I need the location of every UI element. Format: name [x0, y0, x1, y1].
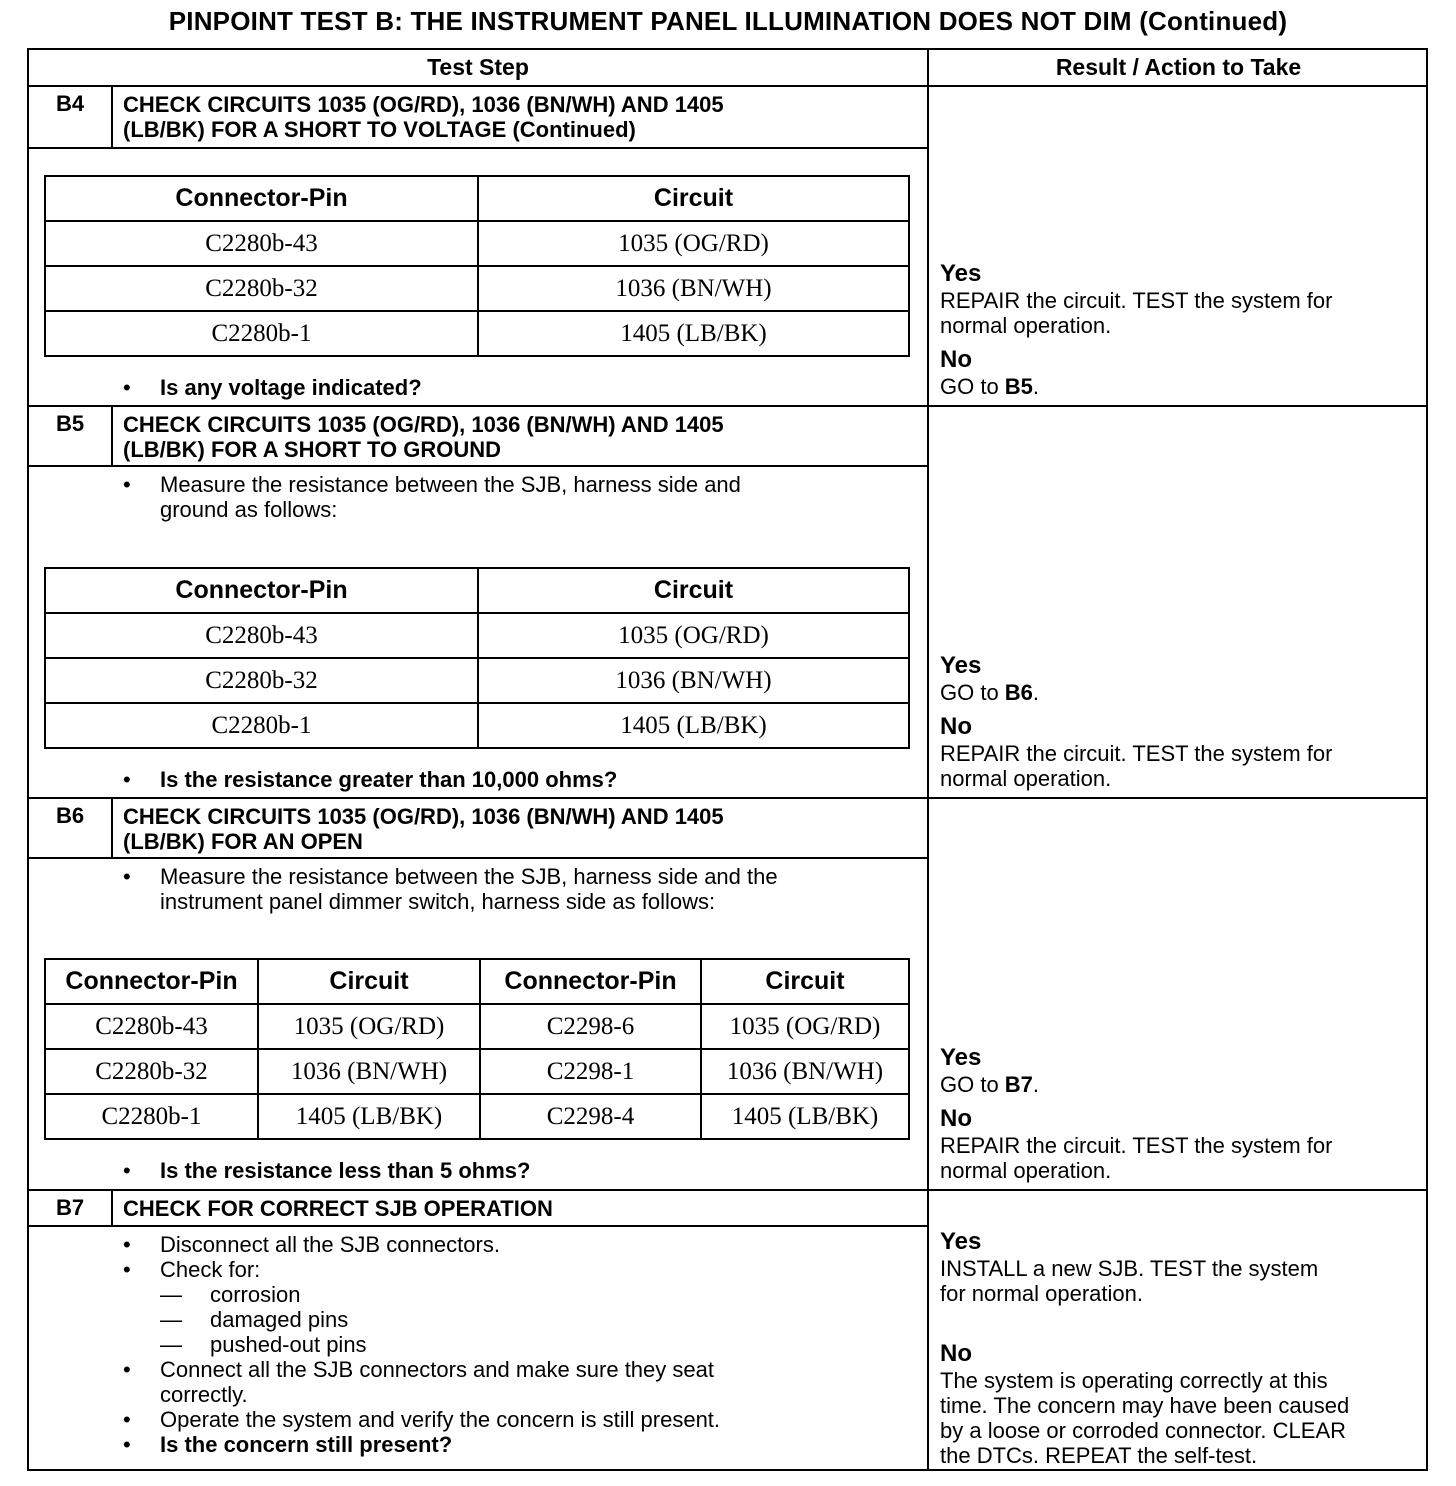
step-question: Is any voltage indicated?	[160, 375, 422, 400]
no-label: No	[940, 1105, 972, 1132]
step-title-line: CHECK CIRCUITS 1035 (OG/RD), 1036 (BN/WH) AND 1405	[123, 92, 724, 117]
bullet-icon: •	[123, 1232, 131, 1257]
table-cell: 1035 (OG/RD)	[701, 1004, 909, 1049]
yes-action	[940, 680, 1420, 705]
table-cell: 1036 (BN/WH)	[258, 1049, 480, 1094]
list-item	[123, 1407, 923, 1432]
connector-pin-header: Connector-Pin	[45, 568, 478, 613]
step-question: Is the resistance greater than 10,000 ohms?	[160, 767, 618, 792]
step-title-line: (LB/BK) FOR A SHORT TO VOLTAGE (Continued)	[123, 117, 636, 142]
table-cell: 1036 (BN/WH)	[701, 1049, 909, 1094]
circuit-header: Circuit	[258, 959, 480, 1004]
step-title	[123, 92, 913, 142]
bullet-icon: •	[123, 1407, 131, 1432]
yes-action-line: REPAIR the circuit. TEST the system for	[940, 288, 1333, 313]
yes-label: Yes	[940, 1228, 982, 1255]
no-action-line: time. The concern may have been caused	[940, 1393, 1350, 1418]
table-cell: C2298-1	[480, 1049, 701, 1094]
yes-action-suffix: .	[1032, 1072, 1040, 1097]
list-item-line: correctly.	[160, 1382, 248, 1407]
yes-action-text: GO to	[940, 1072, 1005, 1097]
table-cell: 1035 (OG/RD)	[478, 613, 909, 658]
table-cell: C2280b-1	[45, 1094, 258, 1139]
list-item	[123, 1257, 923, 1282]
step-title	[123, 1196, 913, 1221]
step-title-line: (LB/BK) FOR A SHORT TO GROUND	[123, 437, 502, 462]
list-item-text	[160, 1357, 920, 1407]
yes-action-suffix: .	[1032, 680, 1040, 705]
no-label: No	[940, 1340, 972, 1367]
table-cell: 1035 (OG/RD)	[258, 1004, 480, 1049]
step-number-divider	[111, 407, 113, 467]
dash-icon: —	[160, 1282, 182, 1307]
result-b7	[940, 1228, 1425, 1468]
yes-action	[940, 1256, 1420, 1306]
sub-list-item-text: corrosion	[210, 1282, 301, 1307]
step-title	[123, 804, 913, 854]
step-b5	[29, 407, 927, 797]
no-action	[940, 1368, 1420, 1468]
table-cell: 1405 (LB/BK)	[701, 1094, 909, 1139]
no-action-line: The system is operating correctly at this	[940, 1368, 1328, 1393]
result-b5	[940, 652, 1425, 791]
table-cell: 1035 (OG/RD)	[478, 221, 909, 266]
circuit-header: Circuit	[478, 568, 909, 613]
question-item	[123, 1158, 923, 1183]
goto-step-link[interactable]: B5	[1004, 374, 1033, 399]
page-title: PINPOINT TEST B: THE INSTRUMENT PANEL ILLUMINATION DOES NOT DIM (Continued)	[168, 6, 1288, 36]
circuit-header: Circuit	[478, 176, 909, 221]
step-title-rule	[29, 857, 927, 859]
yes-action-text: GO to	[940, 680, 1005, 705]
yes-action-line: normal operation.	[940, 313, 1112, 338]
list-item	[123, 1232, 923, 1257]
no-action	[940, 1133, 1420, 1183]
instruction-item	[123, 864, 923, 914]
table-cell: C2280b-32	[45, 266, 478, 311]
no-action-line: normal operation.	[940, 766, 1112, 791]
instruction-line: Measure the resistance between the SJB, harness side and	[160, 472, 741, 497]
table-cell: C2280b-1	[45, 311, 478, 356]
step-title-line: CHECK CIRCUITS 1035 (OG/RD), 1036 (BN/WH) AND 1405	[123, 804, 724, 829]
step-title-rule	[29, 147, 927, 149]
table-row	[45, 703, 909, 748]
no-action-line: by a loose or corroded connector. CLEAR	[940, 1418, 1347, 1443]
step-question: Is the concern still present?	[160, 1432, 453, 1457]
step-b4	[29, 87, 927, 407]
instruction-item	[123, 472, 923, 522]
question-item	[123, 1432, 923, 1457]
list-item-text: Check for:	[160, 1257, 261, 1282]
step-number-divider	[111, 1191, 113, 1227]
bullet-icon: •	[123, 1357, 131, 1382]
table-cell: 1036 (BN/WH)	[478, 658, 909, 703]
connector-table	[44, 567, 910, 749]
table-cell: 1405 (LB/BK)	[478, 703, 909, 748]
instruction-line: Measure the resistance between the SJB, harness side and the	[160, 864, 778, 889]
test-step-header: Test Step	[427, 54, 529, 80]
result-b6	[940, 1044, 1425, 1183]
yes-action-line: for normal operation.	[940, 1281, 1143, 1306]
connector-pin-header: Connector-Pin	[45, 176, 478, 221]
step-title-line: (LB/BK) FOR AN OPEN	[123, 829, 363, 854]
circuit-header: Circuit	[701, 959, 909, 1004]
bullet-icon: •	[123, 1158, 131, 1183]
no-action-text: GO to	[940, 374, 1005, 399]
table-cell: C2280b-43	[45, 613, 478, 658]
no-action-suffix: .	[1032, 374, 1040, 399]
table-cell: C2280b-43	[45, 1004, 258, 1049]
column-divider	[927, 50, 929, 1471]
instruction-text	[160, 472, 920, 522]
table-row	[45, 311, 909, 356]
connector-table	[44, 175, 910, 357]
step-number: B7	[55, 1195, 85, 1220]
no-action-line: REPAIR the circuit. TEST the system for	[940, 741, 1333, 766]
no-action-line: REPAIR the circuit. TEST the system for	[940, 1133, 1333, 1158]
sub-list-item-text: pushed-out pins	[210, 1332, 367, 1357]
yes-action-line: INSTALL a new SJB. TEST the system	[940, 1256, 1319, 1281]
dash-icon: —	[160, 1307, 182, 1332]
step-title	[123, 412, 913, 462]
step-question: Is the resistance less than 5 ohms?	[160, 1158, 531, 1183]
step-title-rule	[29, 465, 927, 467]
result-b4	[940, 260, 1425, 399]
goto-step-link[interactable]: B6	[1004, 680, 1033, 705]
step-number: B5	[55, 411, 85, 436]
table-cell: C2280b-32	[45, 658, 478, 703]
dash-icon: —	[160, 1332, 182, 1357]
connector-pin-header: Connector-Pin	[480, 959, 701, 1004]
list-item-text: Disconnect all the SJB connectors.	[160, 1232, 500, 1257]
no-action-line: the DTCs. REPEAT the self-test.	[940, 1443, 1258, 1468]
step-number: B4	[55, 91, 85, 116]
table-row	[45, 658, 909, 703]
table-row	[45, 1094, 909, 1139]
sub-list-item	[160, 1282, 920, 1307]
table-row	[45, 1004, 909, 1049]
question-item	[123, 375, 923, 400]
instruction-list	[123, 1232, 923, 1462]
list-item-line: Connect all the SJB connectors and make sure they seat	[160, 1357, 714, 1382]
instruction-line: ground as follows:	[160, 497, 338, 522]
no-label: No	[940, 346, 972, 373]
table-cell: 1405 (LB/BK)	[258, 1094, 480, 1139]
table-cell: C2298-4	[480, 1094, 701, 1139]
yes-label: Yes	[940, 260, 982, 287]
bullet-icon: •	[123, 767, 131, 792]
step-number: B6	[55, 803, 85, 828]
step-b7	[29, 1191, 927, 1471]
connector-table	[44, 958, 910, 1140]
yes-action	[940, 288, 1420, 338]
table-row	[45, 221, 909, 266]
step-number-divider	[111, 87, 113, 148]
yes-label: Yes	[940, 1044, 982, 1071]
list-item-text: Operate the system and verify the concern is still present.	[160, 1407, 721, 1432]
table-cell: C2280b-1	[45, 703, 478, 748]
table-cell: C2280b-43	[45, 221, 478, 266]
sub-list-item	[160, 1307, 920, 1332]
no-action	[940, 374, 1420, 399]
bullet-icon: •	[123, 1432, 131, 1457]
table-cell: 1036 (BN/WH)	[478, 266, 909, 311]
step-b6	[29, 799, 927, 1189]
bullet-icon: •	[123, 864, 131, 889]
bullet-icon: •	[123, 1257, 131, 1282]
table-cell: C2280b-32	[45, 1049, 258, 1094]
step-title-rule	[29, 1225, 927, 1227]
pinpoint-test-table	[27, 48, 1428, 1471]
no-action	[940, 741, 1420, 791]
step-title-line: CHECK CIRCUITS 1035 (OG/RD), 1036 (BN/WH) AND 1405	[123, 412, 724, 437]
step-number-divider	[111, 799, 113, 859]
no-label: No	[940, 713, 972, 740]
bullet-icon: •	[123, 472, 131, 497]
instruction-line: instrument panel dimmer switch, harness side as follows:	[160, 889, 716, 914]
table-cell: C2298-6	[480, 1004, 701, 1049]
sub-list-item	[160, 1332, 920, 1357]
step-title-line: CHECK FOR CORRECT SJB OPERATION	[123, 1196, 553, 1221]
table-row	[45, 1049, 909, 1094]
list-item	[123, 1357, 923, 1407]
sub-list-item-text: damaged pins	[210, 1307, 349, 1332]
no-action-line: normal operation.	[940, 1158, 1112, 1183]
connector-pin-header: Connector-Pin	[45, 959, 258, 1004]
instruction-text	[160, 864, 920, 914]
result-header: Result / Action to Take	[1055, 54, 1302, 80]
yes-label: Yes	[940, 652, 982, 679]
table-row	[45, 266, 909, 311]
yes-action	[940, 1072, 1420, 1097]
goto-step-link[interactable]: B7	[1004, 1072, 1033, 1097]
table-cell: 1405 (LB/BK)	[478, 311, 909, 356]
question-item	[123, 767, 923, 792]
bullet-icon: •	[123, 375, 131, 400]
table-row	[45, 613, 909, 658]
